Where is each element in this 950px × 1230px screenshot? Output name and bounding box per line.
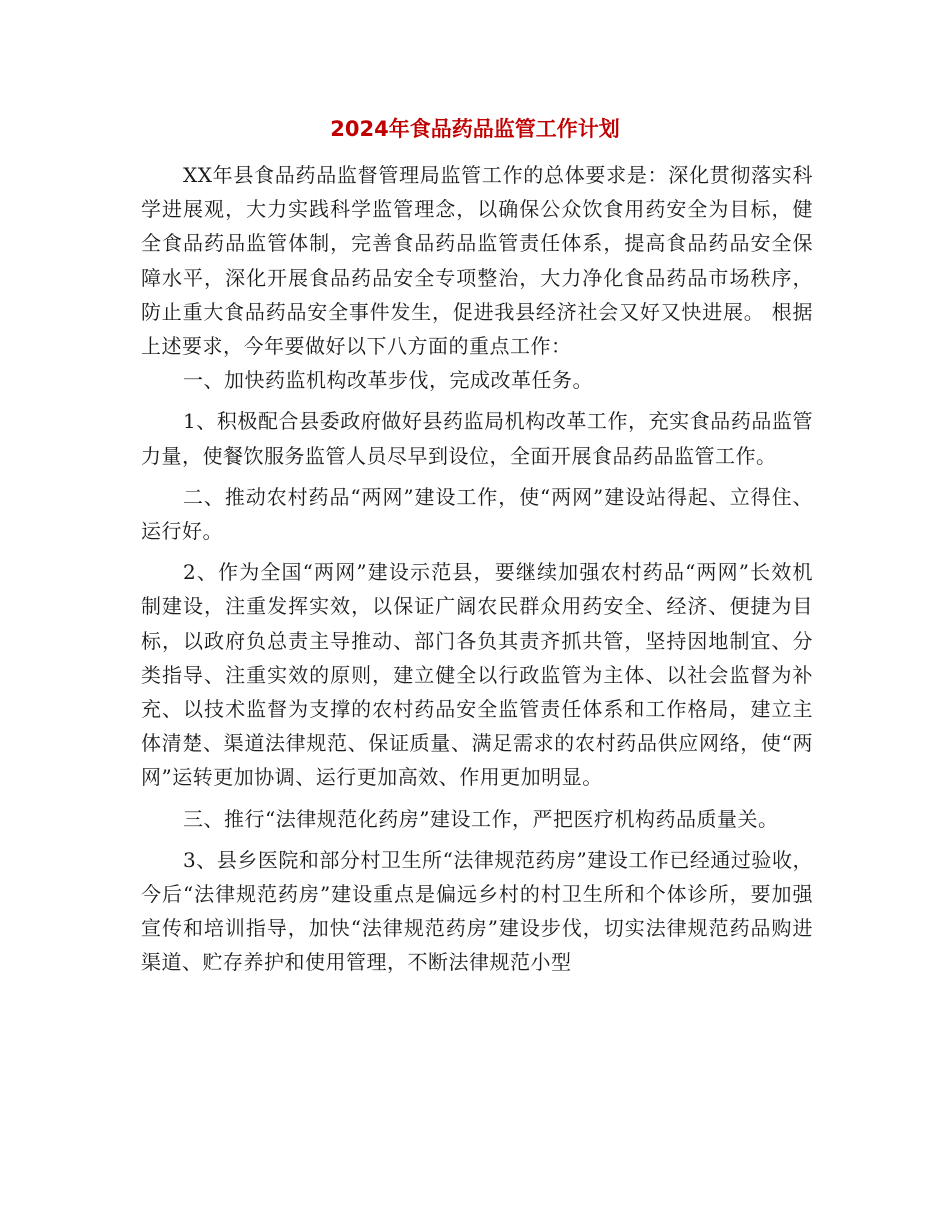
paragraph-item-2: 2、作为全国“两网”建设示范县，要继续加强农村药品“两网”长效机制建设，注重发挥实效，以保证广阔农民群众用药安全、经济、便捷为目标，以政府负总责主导推动、部门各负其责齐抓共管，坚持因地制宜、分类指导、注重实效的原则，建立健全以行政监管为主体、以社会监督为补充、以技术监督为支撑的农村药品安全监管责任体系和工作格局，建立主体清楚、渠道法律规范、保证质量、满足需求的农村药品供应网络，使“两网”运转更加协调、运行更加高效、作用更加明显。 — [141, 560, 813, 790]
heading-section-2: 二、推动农村药品“两网”建设工作，使“两网”建设站得起、立得住、运行好。 — [141, 484, 813, 544]
document-body — [141, 158, 813, 980]
paragraph-intro: XX年县食品药品监督管理局监管工作的总体要求是：深化贯彻落实科学进展观，大力实践科学监管理念，以确保公众饮食用药安全为目标，健全食品药品监管体制，完善食品药品监管责任体系，提高食品药品安全保障水平，深化开展食品药品安全专项整治，大力净化食品药品市场秩序，防止重大食品药品安全事件发生，促进我县经济社会又好又快进展。 根据上述要求，今年要做好以下八方面的重点工作： — [141, 163, 813, 359]
document-title: 2024年食品药品监管工作计划 — [330, 117, 620, 141]
heading-section-3: 三、推行“法律规范化药房”建设工作，严把医疗机构药品质量关。 — [183, 806, 779, 831]
heading-section-1: 一、加快药监机构改革步伐，完成改革任务。 — [183, 368, 593, 393]
paragraph-item-1: 1、积极配合县委政府做好县药监局机构改革工作，充实食品药品监管力量，使餐饮服务监管人员尽早到设位，全面开展食品药品监管工作。 — [141, 409, 813, 468]
paragraph-item-3: 3、县乡医院和部分村卫生所“法律规范药房”建设工作已经通过验收，今后“法律规范药房”建设重点是偏远乡村的村卫生所和个体诊所，要加强宣传和培训指导，加快“法律规范药房”建设步伐，切实法律规范药品购进渠道、贮存养护和使用管理，不断法律规范小型 — [141, 847, 813, 975]
